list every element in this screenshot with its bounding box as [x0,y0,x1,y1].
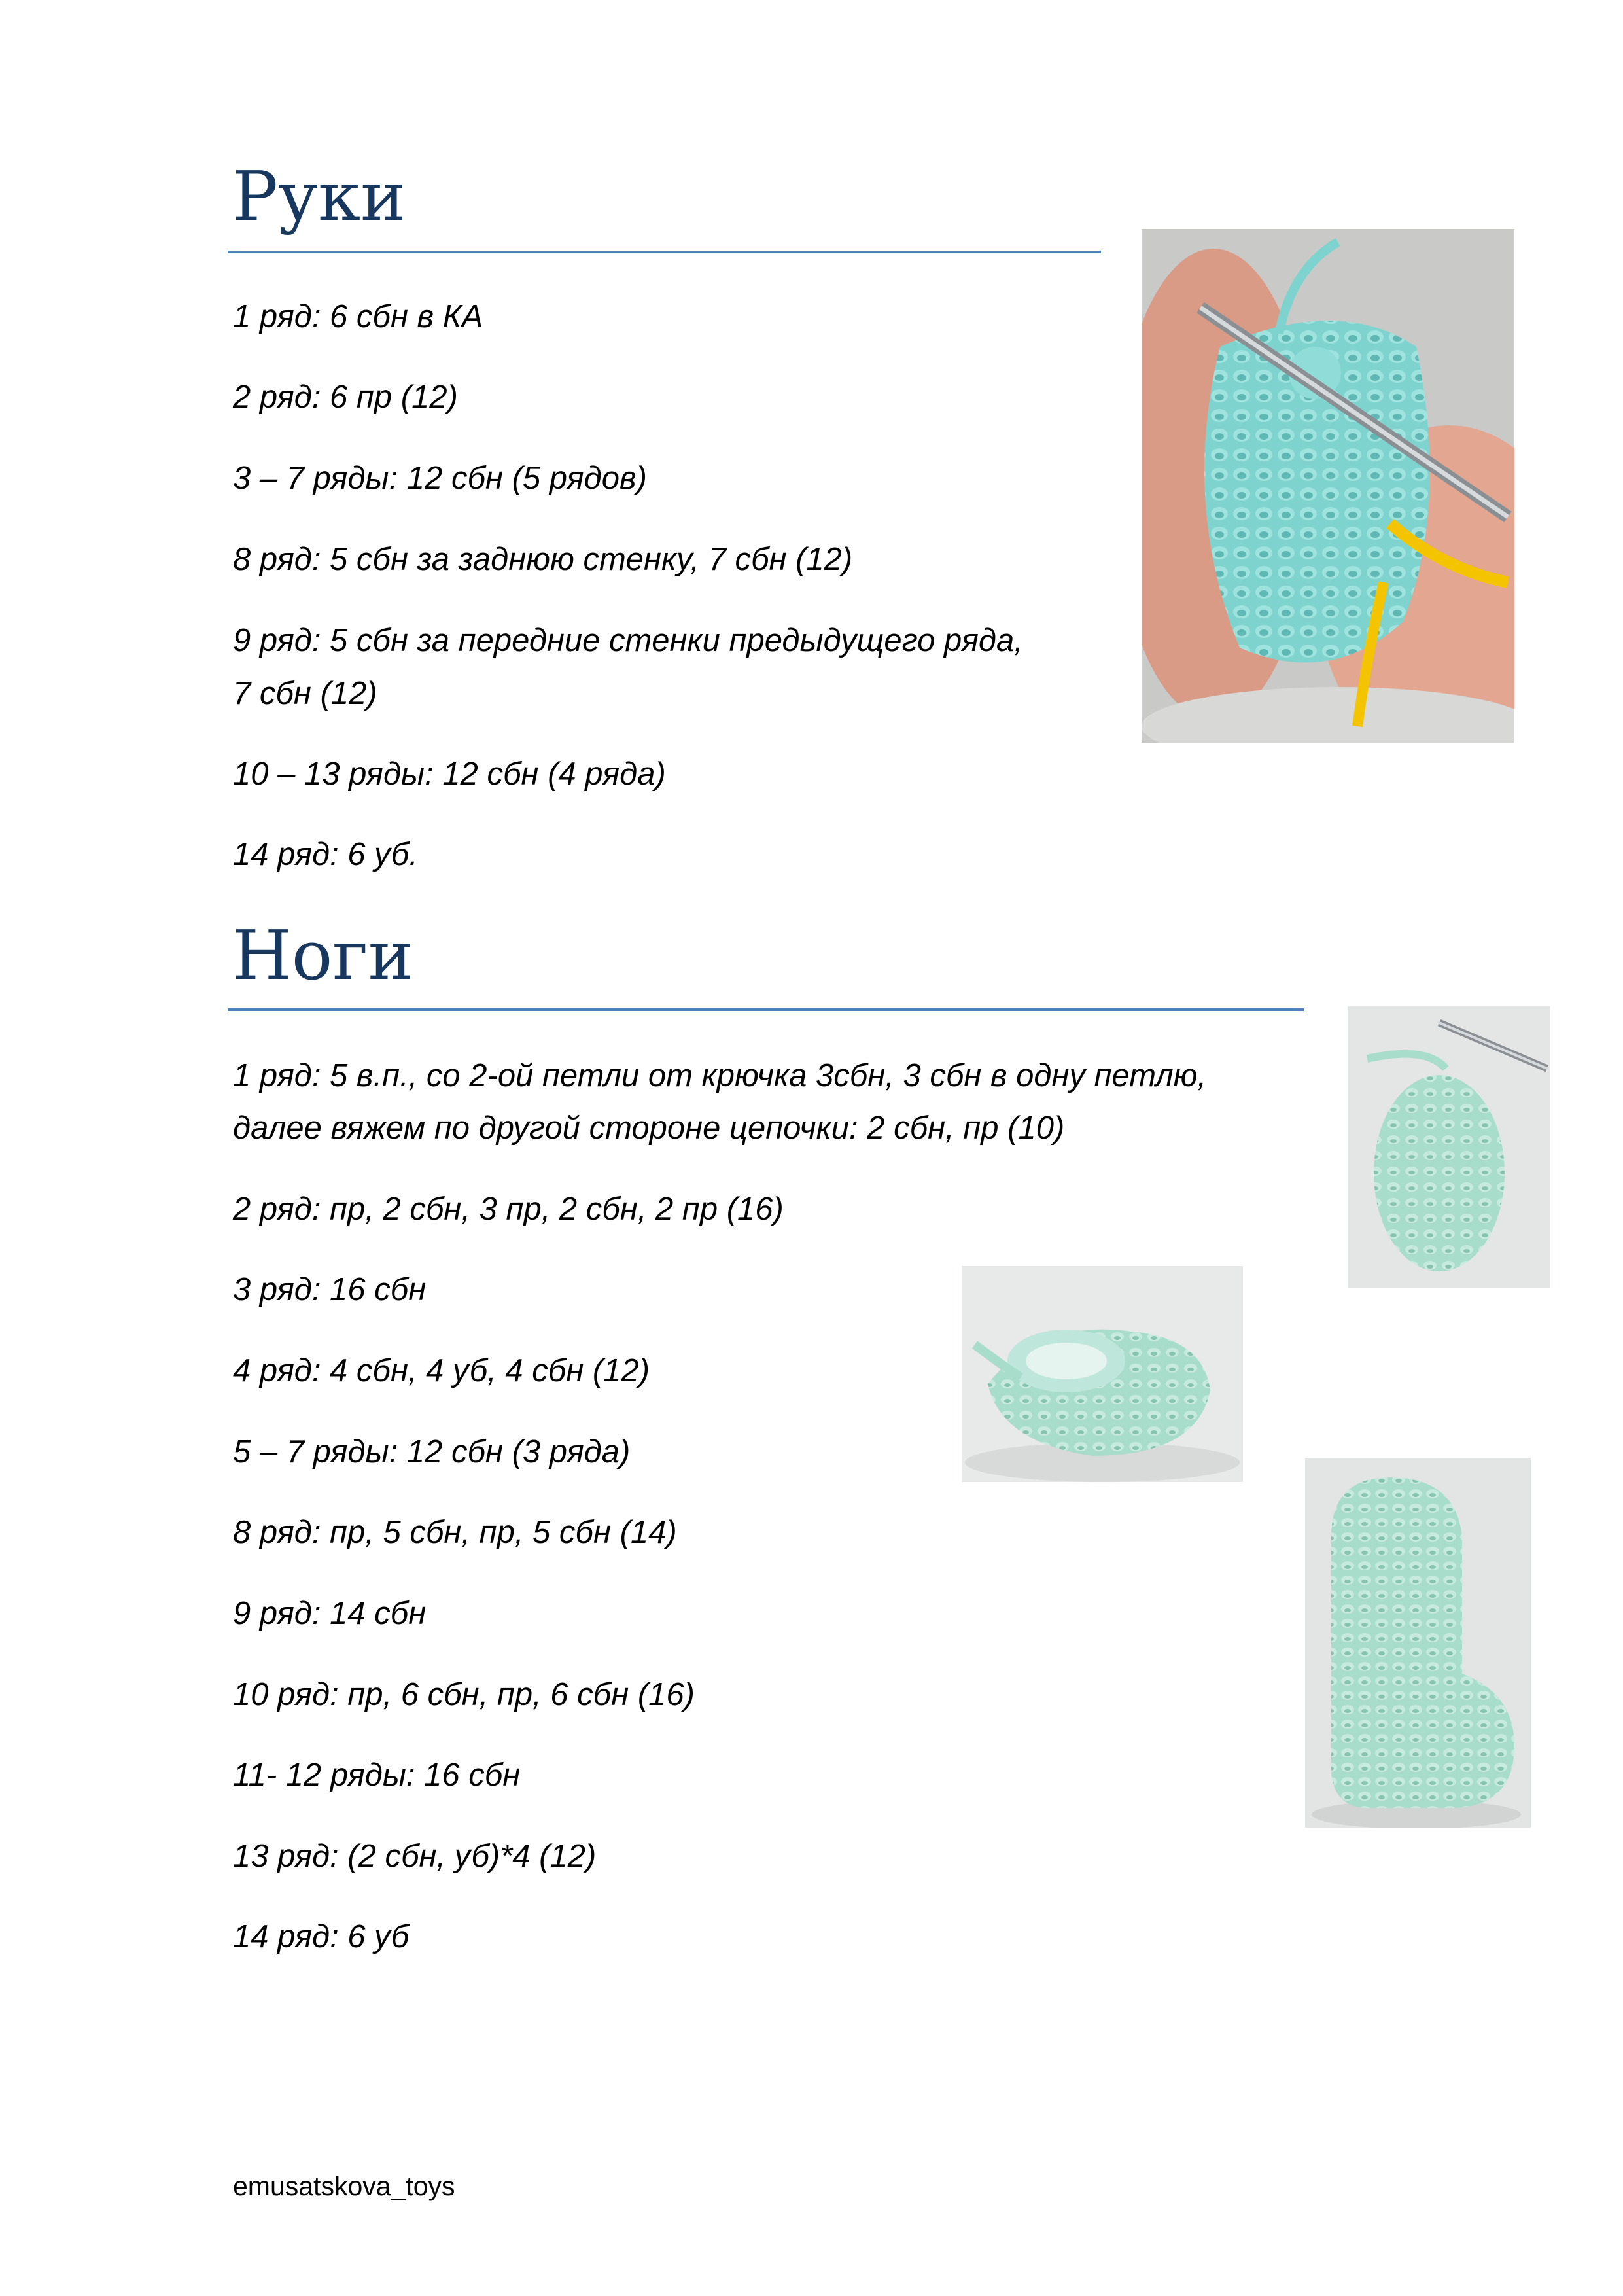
legs-row-1: 1 ряд: 5 в.п., со 2-ой петли от крючка 3сбн, 3 сбн в одну петлю, [233,1058,1207,1093]
arms-row-3-7: 3 – 7 ряды: 12 сбн (5 рядов) [233,461,647,496]
arms-row-9-continued: 7 сбн (12) [233,676,377,711]
legs-row-1-continued: далее вяжем по другой стороне цепочки: 2 сбн, пр (10) [233,1110,1065,1146]
arms-row-10-13: 10 – 13 ряды: 12 сбн (4 ряда) [233,756,666,792]
arms-row-8: 8 ряд: 5 сбн за заднюю стенку, 7 сбн (12) [233,542,853,577]
legs-row-8: 8 ряд: пр, 5 сбн, пр, 5 сбн (14) [233,1515,677,1550]
legs-row-5-7: 5 – 7 ряды: 12 сбн (3 ряда) [233,1434,631,1470]
legs-row-4: 4 ряд: 4 сбн, 4 уб, 4 сбн (12) [233,1353,650,1388]
legs-row-2: 2 ряд: пр, 2 сбн, 3 пр, 2 сбн, 2 пр (16) [233,1192,784,1227]
leg-finished-photo [1305,1458,1531,1828]
arms-row-2: 2 ряд: 6 пр (12) [233,380,458,415]
arms-row-14: 14 ряд: 6 уб. [233,837,418,872]
legs-row-14: 14 ряд: 6 уб [233,1919,410,1954]
legs-row-3: 3 ряд: 16 сбн [233,1272,427,1307]
arms-heading: Руки [232,156,406,236]
arms-row-9: 9 ряд: 5 сбн за передние стенки предыдущего ряда, [233,623,1023,658]
footer-signature: emusatskova_toys [233,2171,455,2201]
legs-heading-rule [228,1008,1304,1011]
legs-row-9: 9 ряд: 14 сбн [233,1596,427,1631]
legs-row-11-12: 11- 12 ряды: 16 сбн [233,1757,521,1793]
arms-heading-rule [228,251,1101,253]
arm-photo [1142,229,1514,743]
legs-row-10: 10 ряд: пр, 6 сбн, пр, 6 сбн (16) [233,1677,695,1712]
leg-foot-photo [962,1266,1243,1482]
leg-sole-photo [1348,1006,1550,1288]
legs-row-13: 13 ряд: (2 сбн, уб)*4 (12) [233,1839,597,1874]
legs-heading: Ноги [232,915,414,995]
arms-row-1: 1 ряд: 6 сбн в КА [233,299,483,334]
